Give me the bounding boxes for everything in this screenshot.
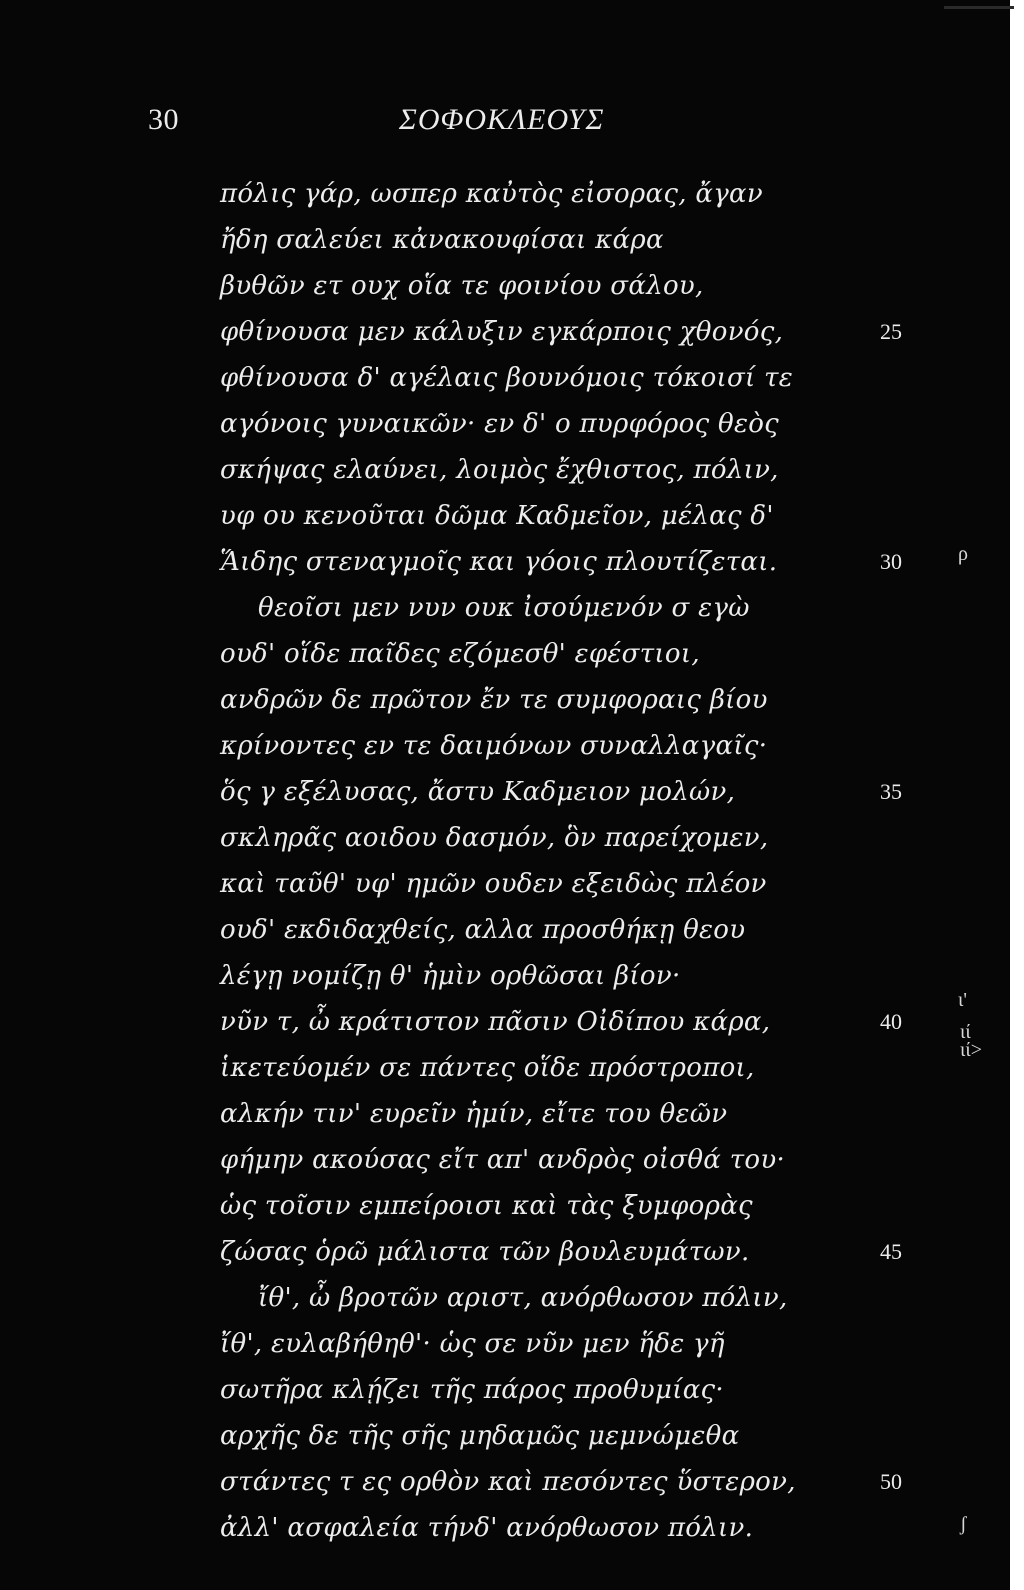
verse-line: ουδ' οἵδε παῖδες εζόμεσθ' εφέστιοι, <box>220 639 700 669</box>
margin-mark: ʃ <box>960 1513 967 1535</box>
verse-line: ὅς γ εξέλυσας, ἄστυ Καδμειον μολών, <box>220 777 736 807</box>
verse-line: σωτῆρα κλῄζει τῆς πάρος προθυμίας· <box>220 1375 724 1405</box>
verse-line: φθίνουσα μεν κάλυξιν εγκάρποις χθονός, <box>220 317 784 347</box>
line-number-25: 25 <box>880 319 902 344</box>
page-edge-mark <box>944 6 1014 9</box>
verse-line: υφ ου κενοῦται δῶμα Καδμεῖον, μέλας δ' <box>220 501 774 531</box>
line-number-35: 35 <box>880 779 902 804</box>
verse-line: ζώσας ὁρῶ μάλιστα τῶν βουλευμάτων. <box>220 1237 750 1267</box>
verse-line: ἤδη σαλεύει κἀνακουφίσαι κάρα <box>220 225 664 255</box>
verse-line: λέγῃ νομίζῃ θ' ἡμὶν ορθῶσαι βίον· <box>220 961 681 991</box>
verse-line: Ἅιδης στεναγμοῖς και γόοις πλουτίζεται. <box>220 547 778 577</box>
verse-line: ὡς τοῖσιν εμπείροισι καὶ τὰς ξυμφορὰς <box>220 1191 753 1221</box>
margin-mark: ιί <box>960 1021 971 1043</box>
verse-line: φθίνουσα δ' αγέλαις βουνόμοις τόκοισί τε <box>220 363 794 393</box>
line-number-40: 40 <box>880 1009 902 1034</box>
margin-mark: ρ <box>958 543 968 565</box>
line-number-45: 45 <box>880 1239 902 1264</box>
verse-line: ἱκετεύομέν σε πάντες οἵδε πρόστροποι, <box>220 1053 755 1083</box>
verse-line: σκληρᾶς αοιδου δασμόν, ὃν παρείχομεν, <box>220 823 769 853</box>
verse-line: αλκήν τιν' ευρεῖν ἡμίν, εἴτε του θεῶν <box>220 1099 728 1129</box>
verse-line: αρχῆς δε τῆς σῆς μηδαμῶς μεμνώμεθα <box>220 1421 740 1451</box>
verse-line: βυθῶν ετ ουχ οἵα τε φοινίου σάλου, <box>220 271 704 301</box>
verse-line: καὶ ταῦθ' υφ' ημῶν ουδεν εξειδὼς πλέον <box>220 869 767 899</box>
verse-line: κρίνοντες εν τε δαιμόνων συναλλαγαῖς· <box>220 731 768 761</box>
verse-line: ουδ' εκδιδαχθείς, αλλα προσθήκῃ θεου <box>220 915 746 945</box>
verse-line: ανδρῶν δε πρῶτον ἔν τε συμφοραις βίου <box>220 685 768 715</box>
verse-line: πόλις γάρ, ωσπερ καὐτὸς εἰσορας, ἄγαν <box>220 179 764 209</box>
verse-line: ἴθ', ὦ βροτῶν αριστ, ανόρθωσον πόλιν, <box>258 1283 788 1313</box>
page-number: 30 <box>148 103 179 136</box>
verse-line: αγόνοις γυναικῶν· εν δ' ο πυρφόρος θεὸς <box>220 409 780 439</box>
verse-line: φήμην ακούσας εἴτ απ' ανδρὸς οἰσθά του· <box>220 1145 786 1175</box>
verse-line: στάντες τ ες ορθὸν καὶ πεσόντες ὕστερον, <box>220 1467 796 1497</box>
verse-line: ἀλλ' ασφαλεία τήνδ' ανόρθωσον πόλιν. <box>220 1513 754 1543</box>
line-number-50: 50 <box>880 1469 902 1494</box>
verse-line: σκήψας ελαύνει, λοιμὸς ἔχθιστος, πόλιν, <box>220 455 779 485</box>
verse-line: θεοῖσι μεν νυν ουκ ἰσούμενόν σ εγὼ <box>258 593 750 623</box>
verse-line: ἴθ', ευλαβήθηθ'· ὡς σε νῦν μεν ἥδε γῆ <box>220 1329 725 1359</box>
margin-mark: ι' <box>958 989 967 1011</box>
verse-line: νῦν τ, ὦ κράτιστον πᾶσιν Οἰδίπου κάρα, <box>220 1007 771 1037</box>
margin-mark: ιί> <box>960 1039 983 1061</box>
line-number-30: 30 <box>880 549 902 574</box>
running-title: ΣΟΦΟΚΛΕΟΥΣ <box>399 103 605 136</box>
